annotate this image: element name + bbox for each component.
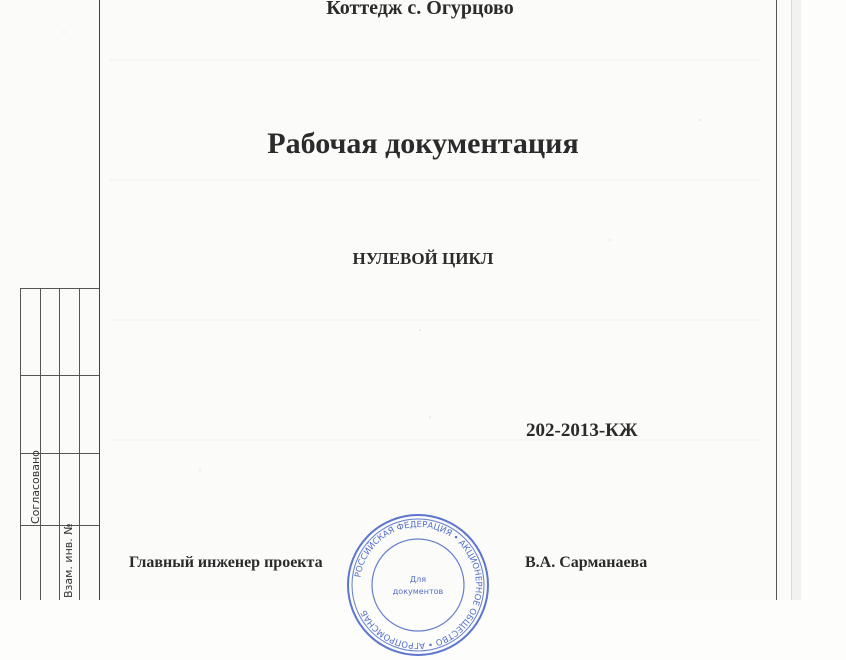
company-seal (343, 510, 493, 660)
project-title: Коттедж с. Огурцово (326, 0, 514, 19)
document-type-title: Рабочая документация (267, 127, 579, 160)
seal-ring-text: РОССИЙСКАЯ ФЕДЕРАЦИЯ • АКЦИОНЕРНОЕ ОБЩЕСТВО • АГРОПРОМСНАБ (353, 519, 484, 651)
approved-label: Согласовано (29, 450, 42, 524)
frame-border-left (99, 0, 100, 600)
side-table-line (20, 288, 21, 600)
side-table-line (20, 525, 100, 526)
seal-center-line1: Для (409, 575, 427, 584)
document-code: 202-2013-КЖ (526, 420, 638, 441)
signatory-name: В.А. Сарманаева (525, 554, 648, 571)
side-table-line (20, 375, 100, 376)
signatory-role: Главный инженер проекта (129, 554, 323, 571)
section-title: НУЛЕВОЙ ЦИКЛ (352, 249, 494, 268)
side-stamp-table (0, 0, 100, 600)
side-table-line (20, 288, 100, 289)
frame-border-right (776, 0, 777, 600)
page-edge (791, 0, 801, 600)
seal-center-line2: документов (392, 587, 444, 596)
side-table-line (59, 288, 60, 600)
inventory-label: Взам. инв. № (62, 523, 75, 598)
side-table-line (40, 288, 41, 600)
side-table-line (79, 288, 80, 600)
